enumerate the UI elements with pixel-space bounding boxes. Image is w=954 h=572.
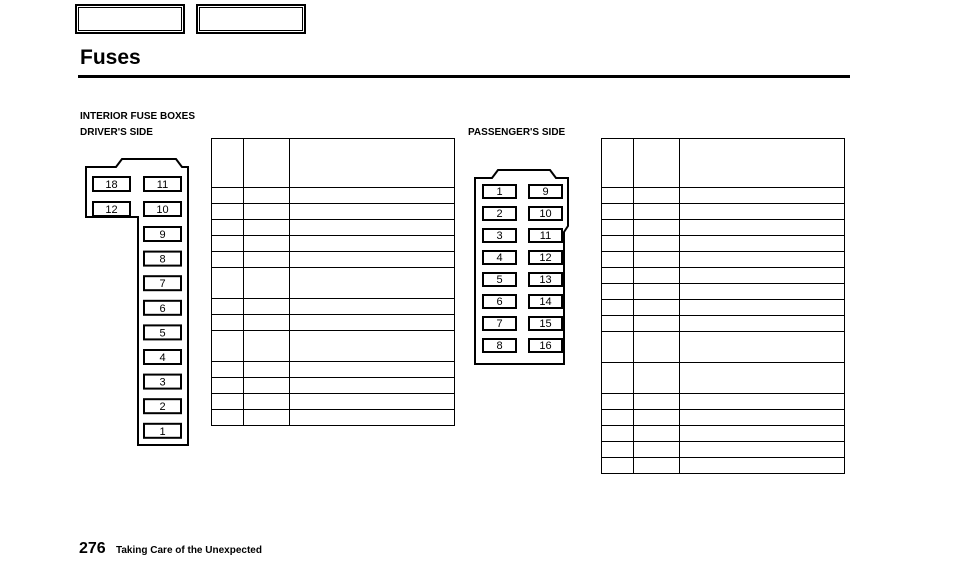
fuse-number-cell <box>602 236 634 252</box>
passenger-fuse-15 <box>529 317 562 330</box>
passenger-table-row <box>602 458 845 474</box>
amps-cell <box>244 139 290 188</box>
passenger-fuse-12 <box>529 251 562 264</box>
circuit-cell <box>290 394 455 410</box>
passenger-fuse-13 <box>529 273 562 286</box>
driver-table-row <box>212 378 455 394</box>
amps-cell <box>634 426 680 442</box>
circuit-cell <box>290 315 455 331</box>
amps-cell <box>634 442 680 458</box>
passenger-fuse-number: 8 <box>496 340 503 352</box>
passenger-table-row <box>602 252 845 268</box>
circuit-cell <box>680 458 845 474</box>
passenger-fuse-14 <box>529 295 562 308</box>
passenger-table-row <box>602 268 845 284</box>
passenger-fuse-table <box>601 138 845 474</box>
passenger-fuse-number: 14 <box>539 296 552 308</box>
amps-cell <box>244 394 290 410</box>
nav-button-next[interactable] <box>196 4 306 34</box>
amps-cell <box>634 363 680 394</box>
amps-cell <box>634 188 680 204</box>
passenger-fuse-number: 13 <box>539 274 552 286</box>
passenger-table-row <box>602 188 845 204</box>
passenger-table-row <box>602 204 845 220</box>
passenger-table-row <box>602 139 845 188</box>
passenger-fuse-number: 6 <box>496 296 503 308</box>
fuse-number-cell <box>212 188 244 204</box>
amps-cell <box>244 331 290 362</box>
circuit-cell <box>290 410 455 426</box>
driver-table-row <box>212 331 455 362</box>
driver-table-row <box>212 410 455 426</box>
amps-cell <box>244 220 290 236</box>
amps-cell <box>634 410 680 426</box>
amps-cell <box>244 188 290 204</box>
circuit-cell <box>680 188 845 204</box>
amps-cell <box>634 204 680 220</box>
passenger-fuse-9 <box>529 185 562 198</box>
passenger-fuse-16 <box>529 339 562 352</box>
fuse-number-cell <box>212 204 244 220</box>
driver-fuse-3 <box>144 375 181 389</box>
amps-cell <box>634 284 680 300</box>
fuse-number-cell <box>212 220 244 236</box>
amps-cell <box>634 236 680 252</box>
driver-fuse-number: 11 <box>156 179 169 191</box>
circuit-cell <box>290 139 455 188</box>
driver-fuse-number: 8 <box>159 253 166 266</box>
driver-fuse-number: 7 <box>159 278 166 291</box>
driver-table-row <box>212 236 455 252</box>
fuse-number-cell <box>602 363 634 394</box>
amps-cell <box>634 300 680 316</box>
amps-cell <box>634 220 680 236</box>
circuit-cell <box>680 394 845 410</box>
fuse-number-cell <box>212 315 244 331</box>
nav-button-previous[interactable] <box>75 4 185 34</box>
driver-fuse-number: 10 <box>156 204 169 216</box>
passenger-fuse-number: 12 <box>539 252 552 264</box>
driver-fuse-table <box>211 138 455 426</box>
driver-fuse-5 <box>144 325 181 339</box>
passenger-fuse-10 <box>529 207 562 220</box>
fuse-number-cell <box>212 362 244 378</box>
driver-fuse-7 <box>144 276 181 290</box>
driver-fuse-number: 18 <box>105 179 118 191</box>
passenger-fuse-number: 9 <box>542 186 549 198</box>
amps-cell <box>634 139 680 188</box>
driver-table-row <box>212 394 455 410</box>
circuit-cell <box>290 204 455 220</box>
amps-cell <box>244 410 290 426</box>
passenger-fuse-number: 7 <box>496 318 503 330</box>
amps-cell <box>244 378 290 394</box>
circuit-cell <box>680 410 845 426</box>
passenger-fuse-number: 10 <box>539 208 552 220</box>
circuit-cell <box>290 188 455 204</box>
fuse-number-cell <box>602 458 634 474</box>
driver-fuse-number: 9 <box>159 229 166 241</box>
fuse-number-cell <box>212 236 244 252</box>
fuse-number-cell <box>212 299 244 315</box>
circuit-cell <box>680 236 845 252</box>
passenger-table-row <box>602 426 845 442</box>
amps-cell <box>634 332 680 363</box>
fuse-number-cell <box>602 300 634 316</box>
passenger-table-row <box>602 332 845 363</box>
driver-fuse-8 <box>144 252 181 266</box>
circuit-cell <box>290 362 455 378</box>
circuit-cell <box>680 300 845 316</box>
fuse-number-cell <box>602 426 634 442</box>
passenger-table-row <box>602 236 845 252</box>
fuse-number-cell <box>212 410 244 426</box>
driver-fuse-number: 12 <box>105 204 118 216</box>
driver-fuse-number: 1 <box>159 425 166 438</box>
driver-fuse-11 <box>144 177 181 191</box>
circuit-cell <box>290 236 455 252</box>
amps-cell <box>244 268 290 299</box>
circuit-cell <box>290 299 455 315</box>
driver-table-row <box>212 362 455 378</box>
circuit-cell <box>680 204 845 220</box>
page-number: 276 <box>79 540 106 557</box>
passenger-fuse-3 <box>483 229 516 242</box>
driver-fuse-2 <box>144 399 181 413</box>
driver-fuse-number: 2 <box>159 401 166 414</box>
driver-fuse-9 <box>144 227 181 241</box>
amps-cell <box>244 299 290 315</box>
passenger-fuse-number: 3 <box>496 230 503 242</box>
fuse-number-cell <box>602 332 634 363</box>
amps-cell <box>634 268 680 284</box>
driver-fuse-number: 6 <box>159 302 166 315</box>
passenger-fuse-number: 1 <box>496 186 503 198</box>
fuse-number-cell <box>602 316 634 332</box>
fuse-number-cell <box>602 442 634 458</box>
passenger-fuse-box-diagram <box>470 156 585 376</box>
driver-table-row <box>212 204 455 220</box>
driver-table-row <box>212 299 455 315</box>
passenger-fuse-5 <box>483 273 516 286</box>
passenger-fuse-8 <box>483 339 516 352</box>
footer-text: Taking Care of the Unexpected <box>116 545 262 556</box>
fuse-number-cell <box>602 252 634 268</box>
passenger-fuse-11 <box>529 229 562 242</box>
fuse-number-cell <box>212 378 244 394</box>
fuse-number-cell <box>212 268 244 299</box>
fuse-number-cell <box>602 139 634 188</box>
passenger-fuse-6 <box>483 295 516 308</box>
fuse-number-cell <box>602 284 634 300</box>
fuse-number-cell <box>602 410 634 426</box>
title-rule <box>78 75 850 78</box>
fuse-number-cell <box>602 204 634 220</box>
page-title: Fuses <box>80 46 141 69</box>
passenger-side-label: PASSENGER'S SIDE <box>468 127 566 138</box>
section-label: INTERIOR FUSE BOXES <box>80 111 196 122</box>
driver-side-label: DRIVER'S SIDE <box>80 127 153 138</box>
amps-cell <box>244 315 290 331</box>
passenger-table-row <box>602 316 845 332</box>
circuit-cell <box>680 252 845 268</box>
passenger-table-row <box>602 410 845 426</box>
circuit-cell <box>290 378 455 394</box>
driver-table-row <box>212 139 455 188</box>
driver-fuse-number: 4 <box>159 352 166 364</box>
fuse-number-cell <box>602 394 634 410</box>
passenger-fuse-number: 15 <box>539 318 552 330</box>
fuse-number-cell <box>212 139 244 188</box>
fuse-number-cell <box>602 268 634 284</box>
passenger-fuse-1 <box>483 185 516 198</box>
driver-fuse-number: 3 <box>159 376 166 389</box>
amps-cell <box>634 316 680 332</box>
amps-cell <box>634 252 680 268</box>
driver-fuse-10 <box>144 202 181 216</box>
passenger-table-row <box>602 363 845 394</box>
amps-cell <box>244 204 290 220</box>
fuse-number-cell <box>212 252 244 268</box>
passenger-table-row <box>602 442 845 458</box>
passenger-table-row <box>602 284 845 300</box>
passenger-fuse-number: 11 <box>539 230 552 242</box>
passenger-fuse-number: 2 <box>496 208 503 220</box>
circuit-cell <box>290 268 455 299</box>
driver-fuse-18 <box>93 177 130 191</box>
driver-fuse-box-diagram <box>80 155 200 450</box>
amps-cell <box>244 362 290 378</box>
circuit-cell <box>680 139 845 188</box>
fuse-number-cell <box>602 220 634 236</box>
passenger-table-row <box>602 394 845 410</box>
fuse-number-cell <box>602 188 634 204</box>
driver-table-row <box>212 268 455 299</box>
circuit-cell <box>290 220 455 236</box>
driver-fuse-number: 5 <box>159 327 166 340</box>
driver-table-row <box>212 188 455 204</box>
passenger-fuse-7 <box>483 317 516 330</box>
driver-table-row <box>212 315 455 331</box>
circuit-cell <box>680 268 845 284</box>
passenger-table-row <box>602 300 845 316</box>
passenger-fuse-number: 4 <box>496 252 503 264</box>
circuit-cell <box>290 331 455 362</box>
driver-fuse-6 <box>144 301 181 315</box>
circuit-cell <box>680 284 845 300</box>
amps-cell <box>244 252 290 268</box>
amps-cell <box>634 394 680 410</box>
passenger-fuse-2 <box>483 207 516 220</box>
passenger-fuse-number: 16 <box>539 340 552 352</box>
driver-fuse-4 <box>144 350 181 364</box>
circuit-cell <box>680 442 845 458</box>
passenger-table-row <box>602 220 845 236</box>
driver-fuse-1 <box>144 424 181 438</box>
driver-table-row <box>212 252 455 268</box>
circuit-cell <box>680 332 845 363</box>
passenger-fuse-number: 5 <box>496 274 503 286</box>
circuit-cell <box>680 363 845 394</box>
circuit-cell <box>680 316 845 332</box>
driver-table-row <box>212 220 455 236</box>
amps-cell <box>244 236 290 252</box>
fuse-number-cell <box>212 331 244 362</box>
amps-cell <box>634 458 680 474</box>
circuit-cell <box>680 426 845 442</box>
fuse-number-cell <box>212 394 244 410</box>
circuit-cell <box>680 220 845 236</box>
circuit-cell <box>290 252 455 268</box>
driver-fuse-12 <box>93 202 130 216</box>
passenger-fuse-4 <box>483 251 516 264</box>
